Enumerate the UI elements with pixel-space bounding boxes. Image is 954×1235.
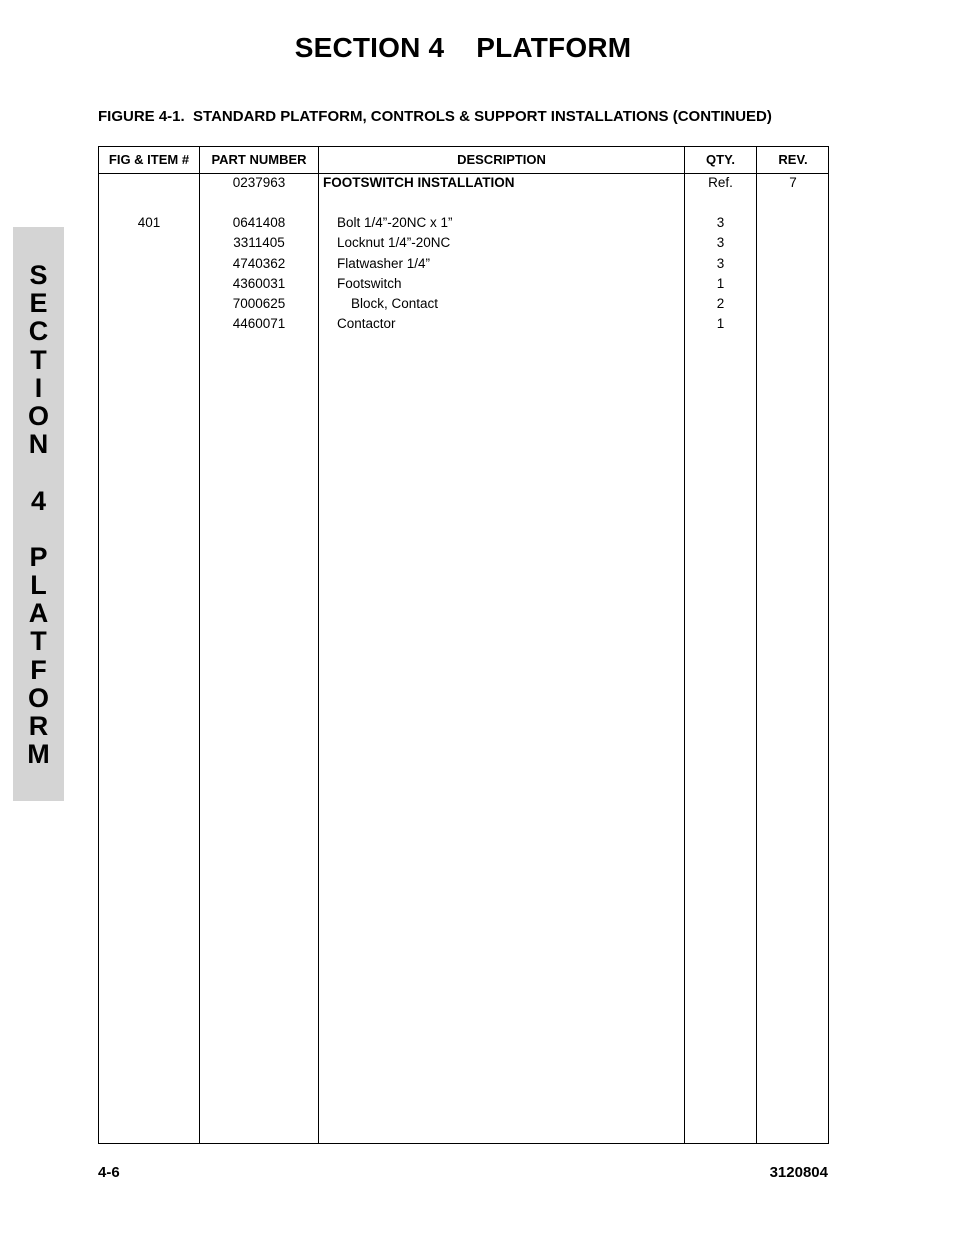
cell-rev	[757, 294, 829, 314]
cell-rev	[757, 314, 829, 334]
column-divider	[318, 147, 319, 1143]
document-number: 3120804	[769, 1164, 828, 1181]
parts-table	[98, 146, 829, 1144]
cell-rev	[757, 233, 829, 253]
cell-part-number: 0641408	[232, 215, 286, 230]
cell-description: Contactor	[337, 316, 396, 331]
cell-qty: 1	[716, 276, 725, 291]
side-tab-letter: P	[29, 541, 48, 572]
cell-part-number: 4740362	[232, 256, 286, 271]
cell-rev	[757, 254, 829, 274]
page-number: 4-6	[98, 1164, 120, 1181]
column-header-rev: REV.	[778, 152, 808, 167]
side-tab-letter: O	[27, 400, 49, 431]
cell-qty: 3	[716, 215, 725, 230]
cell-part-number: 4360031	[232, 276, 286, 291]
cell-rev	[757, 274, 829, 294]
cell-qty: 2	[716, 296, 725, 311]
cell-fig-item	[99, 254, 199, 274]
cell-description: Footswitch	[337, 276, 402, 291]
cell-rev	[757, 213, 829, 233]
side-tab-letter: I	[34, 372, 43, 403]
cell-part-number: 3311405	[233, 235, 285, 250]
cell-rev: 7	[789, 175, 797, 190]
side-tab-letter: N	[28, 429, 49, 460]
cell-part-number: 7000625	[232, 296, 286, 311]
cell-description: Locknut 1/4”-20NC	[337, 235, 451, 250]
side-tab-letter: T	[30, 344, 47, 375]
cell-fig-item: 401	[137, 215, 161, 230]
side-tab-letter: T	[30, 626, 47, 657]
cell-fig-item	[99, 274, 199, 294]
side-tab-letter: R	[28, 711, 49, 741]
cell-fig-item	[99, 233, 199, 253]
side-tab-letter: 4	[30, 485, 47, 516]
side-tab-letter: A	[28, 598, 49, 629]
column-header-description: DESCRIPTION	[457, 152, 546, 167]
side-tab-letter: S	[29, 260, 48, 290]
side-tab-letter: L	[30, 570, 47, 601]
side-tab-letter: M	[27, 739, 50, 770]
cell-qty: 1	[716, 316, 725, 331]
cell-qty: 3	[716, 235, 725, 250]
side-tab-letters	[13, 261, 64, 768]
cell-description: Flatwasher 1/4”	[337, 256, 431, 271]
side-tab-letter: E	[29, 288, 48, 319]
cell-qty: Ref.	[708, 175, 733, 190]
column-header-qty: QTY.	[706, 152, 735, 167]
side-tab-letter: O	[27, 682, 49, 713]
cell-part-number: 4460071	[232, 316, 286, 331]
cell-qty: 3	[716, 256, 725, 271]
cell-description: Block, Contact	[351, 296, 439, 311]
column-header-part-number: PART NUMBER	[211, 152, 307, 167]
section-side-tab	[13, 227, 64, 801]
cell-fig-item	[99, 173, 199, 193]
page-title: SECTION 4 PLATFORM	[294, 32, 632, 63]
cell-description: FOOTSWITCH INSTALLATION	[323, 175, 515, 190]
cell-fig-item	[99, 314, 199, 334]
cell-part-number: 0237963	[232, 175, 286, 190]
cell-description: Bolt 1/4”-20NC x 1”	[337, 215, 453, 230]
column-header-fig-item: FIG & ITEM #	[108, 152, 190, 167]
figure-title: FIGURE 4-1. STANDARD PLATFORM, CONTROLS & SUPPORT INSTALLATIONS (CONTINUED)	[98, 108, 772, 125]
side-tab-letter: F	[30, 654, 47, 685]
side-tab-letter: C	[28, 316, 49, 347]
cell-fig-item	[99, 294, 199, 314]
